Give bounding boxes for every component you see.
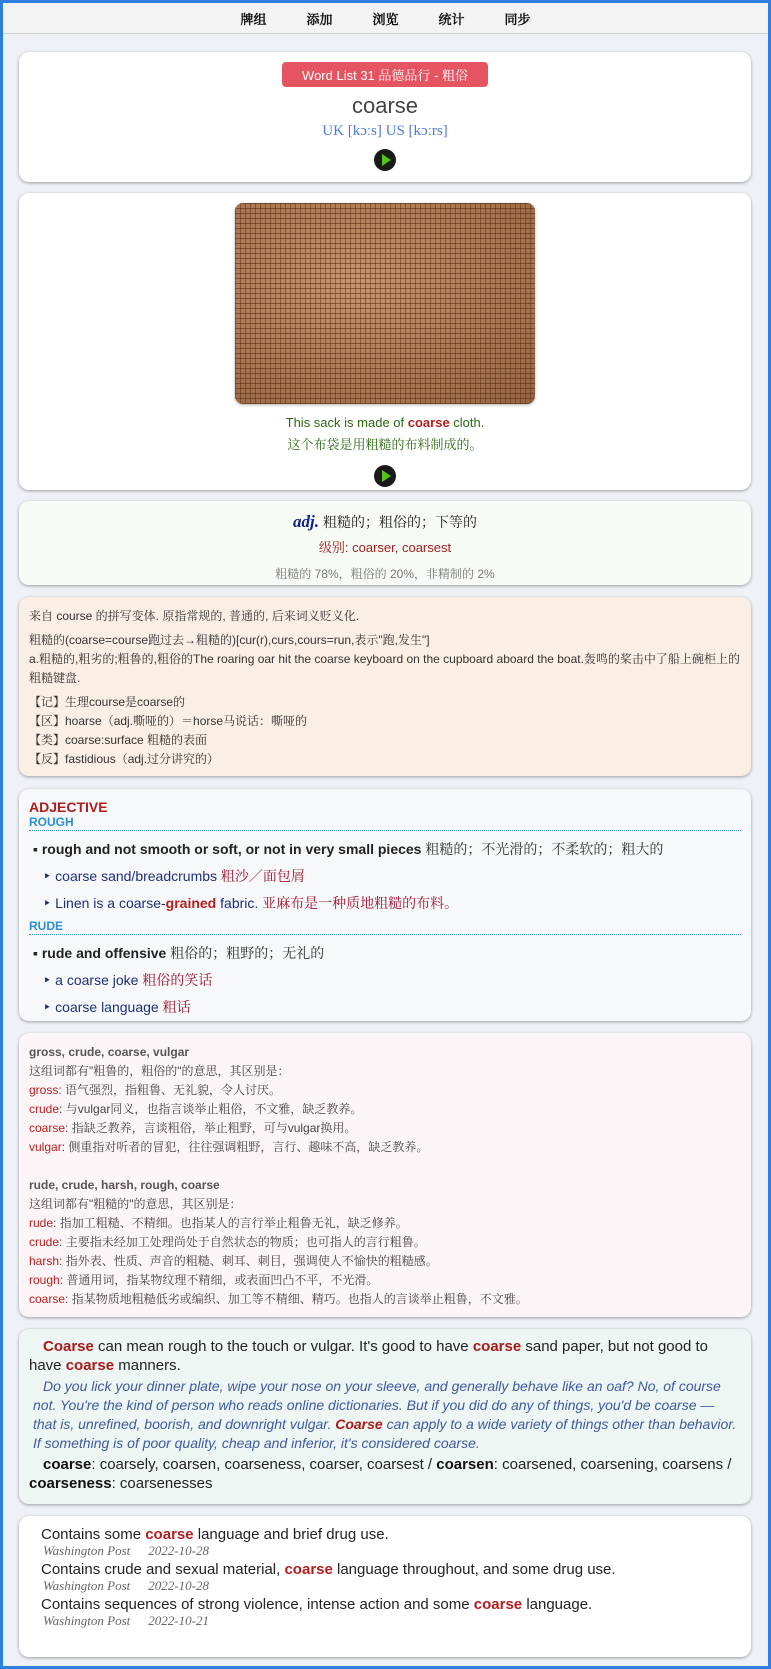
- quote-source: Washington Post 2022-10-21: [43, 1613, 209, 1628]
- synonym-item: harsh: 指外表、性质、声音的粗糙、刺耳、刺目，强调使人不愉快的粗糙感。: [29, 1254, 438, 1268]
- phonetic: UK [kɔːs] US [kɔːrs]: [322, 123, 448, 139]
- wordlist-badge: Word List 31 品德品行 - 粗俗: [282, 62, 488, 87]
- word-header-card: [19, 52, 751, 182]
- synonym-item: vulgar: 侧重指对听者的冒犯，往往强调粗野，言行、趣味不高，缺乏教养。: [29, 1140, 429, 1154]
- word-family: coarse: coarsely, coarsen, coarseness, coarser, coarsest / coarsen: coarsened, coarsening, coarsens / coarseness: coarsenesses: [29, 1456, 732, 1492]
- pos-heading: ADJECTIVE: [29, 799, 108, 815]
- definition-card: [19, 501, 751, 585]
- synonym-item: crude: 与vulgar同义，也指言谈举止粗俗，不文雅，缺乏教养。: [29, 1102, 363, 1116]
- synonym-intro: 这组词都有"粗鲁的，粗俗的"的意思，其区别是：: [29, 1064, 290, 1078]
- sense-group-label: ROUGH: [29, 815, 741, 831]
- quote: Contains sequences of strong violence, intense action and some coarse language.: [41, 1596, 593, 1613]
- news-quotes-card: [19, 1516, 751, 1657]
- synonym-group-title: gross, crude, coarse, vulgar: [29, 1045, 190, 1059]
- etymology-line: 粗糙的(coarse=course跑过去→粗糙的)[cur(r),curs,cours=run,表示"跑,发生"]: [29, 633, 430, 647]
- sense-group-label: RUDE: [29, 919, 741, 935]
- etymology-line: 【反】fastidious（adj.过分讲究的）: [29, 752, 220, 766]
- image-card: [19, 193, 751, 490]
- quote: Contains some coarse language and brief drug use.: [41, 1526, 389, 1543]
- nav-browse[interactable]: 浏览: [372, 11, 399, 27]
- etymology-line: 【记】生理course是coarse的: [29, 695, 186, 709]
- burlap-image: [235, 203, 535, 404]
- vocab-explanation-card: [19, 1329, 751, 1504]
- play-audio-icon[interactable]: [374, 149, 396, 171]
- image-example-en: This sack is made of coarse cloth.: [285, 415, 485, 430]
- synonym-intro: 这组词都有"粗糙的"的意思，其区别是：: [29, 1197, 242, 1211]
- quote: Contains crude and sexual material, coarse language throughout, and some drug use.: [41, 1561, 616, 1578]
- etymology-line: 【区】hoarse（adj.嘶哑的）＝horse马说话：嘶哑的: [29, 714, 308, 728]
- headword: coarse: [351, 93, 419, 118]
- synonym-item: rude: 指加工粗糙、不精细。也指某人的言行举止粗鲁无礼，缺乏修养。: [29, 1216, 408, 1230]
- synonym-item: crude: 主要指未经加工处理尚处于自然状态的物质；也可指人的言行粗鲁。: [29, 1235, 426, 1249]
- quote-source: Washington Post 2022-10-28: [43, 1543, 209, 1558]
- part-of-speech: adj.: [293, 512, 319, 531]
- etymology-card: [19, 597, 751, 776]
- etymology-line: 【类】coarse:surface 粗糙的表面: [29, 733, 208, 747]
- quote-source: Washington Post 2022-10-28: [43, 1578, 209, 1593]
- word-forms: 级别: coarser, coarsest: [318, 540, 452, 555]
- synonym-item: gross: 语气强烈，指粗鲁、无礼貌，令人讨厌。: [29, 1083, 282, 1097]
- synonym-item: coarse: 指某物质地粗糙低劣或编织、加工等不精细、精巧。也指人的言谈举止粗鲁，不文雅。: [29, 1292, 528, 1306]
- nav-decks[interactable]: 牌组: [240, 11, 267, 27]
- image-example-cn: 这个布袋是用粗糙的布料制成的。: [287, 437, 483, 452]
- dictionary-card: [19, 789, 751, 1021]
- etymology-line: a.粗糙的,粗劣的;粗鲁的,粗俗的The roaring oar hit the coarse keyboard on the cupboard aboard the boat.轰鸣的桨击中了船上碗柜上的粗糙键盘.: [29, 652, 740, 685]
- etymology-line: 来自 course 的拼写变体. 原指常规的, 普通的, 后来词义贬义化.: [29, 609, 360, 623]
- nav-stats[interactable]: 统计: [438, 11, 465, 27]
- synonym-group-title: rude, crude, harsh, rough, coarse: [29, 1178, 220, 1192]
- play-example-audio-icon[interactable]: [374, 465, 396, 487]
- meaning-percentages: 粗糙的 78%，粗俗的 20%，非精制的 2%: [275, 567, 495, 581]
- definition-line: [19, 512, 751, 532]
- long-explanation: Do you lick your dinner plate, wipe your nose on your sleeve, and generally behave like an oaf? No, of course not. You're the kind of person who reads online dictionaries. But if you did do any of things, you'd be coarse — that is, unrefined, boorish, and downright vulgar. Coarse can apply to a wide variety of things other than behavior. If something is of poor quality, cheap and inferior, it's considered coarse.: [33, 1378, 737, 1451]
- example: ‣ a coarse joke 粗俗的笑话: [43, 972, 213, 988]
- sense: ▪ rude and offensive 粗俗的；粗野的；无礼的: [33, 945, 325, 961]
- nav-sync[interactable]: 同步: [504, 11, 531, 27]
- short-explanation: Coarse can mean rough to the touch or vulgar. It's good to have coarse sand paper, but not good to have coarse manners.: [29, 1338, 709, 1374]
- synonyms-card: [19, 1033, 751, 1317]
- example: ‣ coarse language 粗话: [43, 999, 191, 1015]
- example: ‣ coarse sand/breadcrumbs 粗沙／面包屑: [43, 868, 305, 884]
- synonym-item: rough: 普通用词，指某物纹理不精细，或表面凹凸不平，不光滑。: [29, 1273, 379, 1287]
- nav-add[interactable]: 添加: [306, 11, 333, 27]
- example: ‣ Linen is a coarse-grained fabric. 亚麻布是一种质地粗糙的布料。: [43, 895, 459, 911]
- synonym-item: coarse: 指缺乏教养，言谈粗俗，举止粗野，可与vulgar换用。: [29, 1121, 357, 1135]
- meaning: 粗糙的；粗俗的；下等的: [322, 514, 477, 530]
- sense: ▪ rough and not smooth or soft, or not in very small pieces 粗糙的；不光滑的；不柔软的；粗大的: [33, 841, 664, 857]
- card-viewer: [3, 3, 768, 1666]
- top-nav: [3, 3, 768, 34]
